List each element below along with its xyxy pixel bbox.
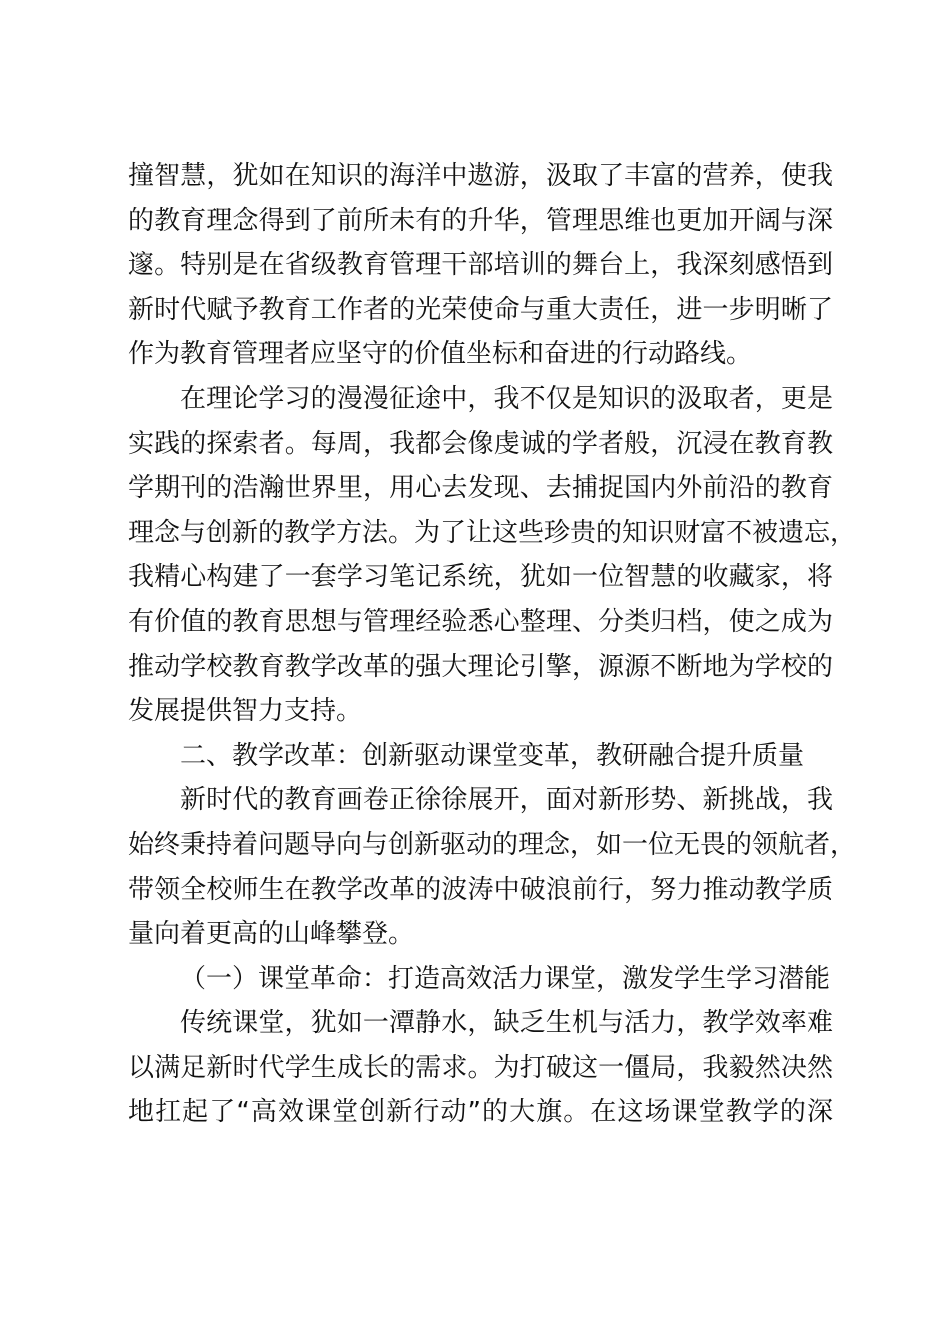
paragraph xyxy=(128,1001,833,1135)
text-line: 的教育理念得到了前所未有的升华，管理思维也更加开阔与深 xyxy=(128,205,833,236)
text-line: 作为教育管理者应坚守的价值坐标和奋进的行动路线。 xyxy=(128,339,753,370)
text-line: 带领全校师生在教学改革的波涛中破浪前行，努力推动教学质 xyxy=(128,874,833,905)
text-line: 在理论学习的漫漫征途中，我不仅是知识的汲取者，更是 xyxy=(180,383,833,414)
text-line: 推动学校教育教学改革的强大理论引擎，源源不断地为学校的 xyxy=(128,651,833,682)
text-line: 发展提供智力支持。 xyxy=(128,696,363,727)
section-heading xyxy=(128,734,833,779)
paragraph xyxy=(128,154,833,377)
text-line: 新时代的教育画卷正徐徐展开，面对新形势、新挑战，我 xyxy=(180,785,833,816)
text-line: 实践的探索者。每周，我都会像虔诚的学者般，沉浸在教育教 xyxy=(128,428,833,459)
text-line: 学期刊的浩瀚世界里，用心去发现、去捕捉国内外前沿的教育 xyxy=(128,473,833,504)
text-line: 传统课堂，犹如一潭静水，缺乏生机与活力，教学效率难 xyxy=(180,1008,833,1039)
paragraph xyxy=(128,778,857,956)
text-line: 地扛起了“高效课堂创新行动”的大旗。在这场课堂教学的深 xyxy=(128,1097,833,1128)
text-line: 以满足新时代学生成长的需求。为打破这一僵局，我毅然决然 xyxy=(128,1052,833,1083)
paragraph xyxy=(128,377,857,734)
text-line: 撞智慧，犹如在知识的海洋中遨游，汲取了丰富的营养，使我 xyxy=(128,161,833,191)
subsection-heading xyxy=(128,957,833,1002)
text-line: 始终秉持着问题导向与创新驱动的理念，如一位无畏的领航者， xyxy=(128,829,857,860)
document-body xyxy=(128,154,857,1135)
text-line: 有价值的教育思想与管理经验悉心整理、分类归档，使之成为 xyxy=(128,606,833,637)
text-line: 我精心构建了一套学习笔记系统，犹如一位智慧的收藏家，将 xyxy=(128,562,833,593)
text-line: 量向着更高的山峰攀登。 xyxy=(128,919,415,950)
heading-line: （一）课堂革命：打造高效活力课堂，激发学生学习潜能 xyxy=(180,963,831,994)
text-line: 理念与创新的教学方法。为了让这些珍贵的知识财富不被遗忘， xyxy=(128,517,857,548)
text-line: 新时代赋予教育工作者的光荣使命与重大责任，进一步明晰了 xyxy=(128,294,833,325)
text-line: 邃。特别是在省级教育管理干部培训的舞台上，我深刻感悟到 xyxy=(128,250,833,281)
heading-line: 二、教学改革：创新驱动课堂变革，教研融合提升质量 xyxy=(180,740,805,771)
